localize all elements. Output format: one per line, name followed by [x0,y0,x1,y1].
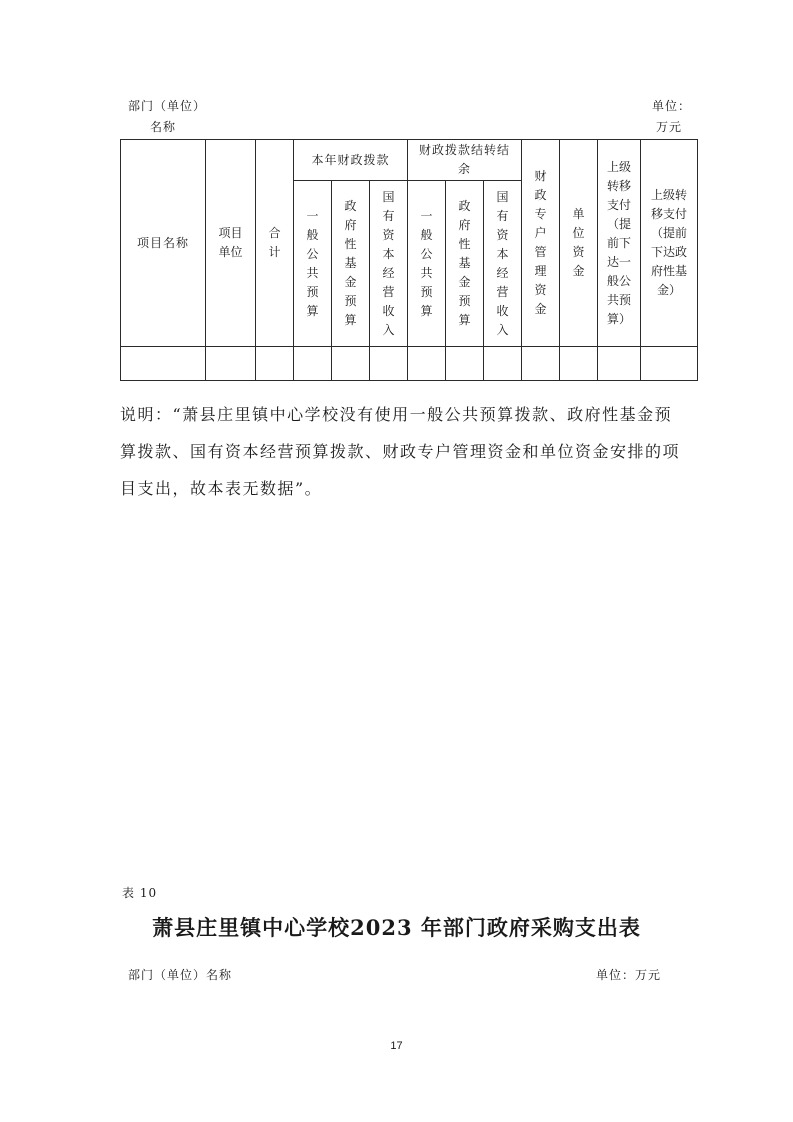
header-total: 合计 [256,140,294,347]
header-carryover: 财政拨款结转结余 [408,140,522,181]
dept-label: 部门（单位）名称 [128,968,233,982]
dept-label-line1: 部门（单位） [128,99,207,113]
explanation-note: 说明：“萧县庄里镇中心学校没有使用一般公共预算拨款、政府性基金预算拨款、国有资本经营预算拨款、财政专户管理资金和单位资金安排的项目支出，故本表无数据”。 [120,405,681,498]
header-transfer-fund: 上级转移支付（提前下达政府性基金） [641,140,698,347]
header-general-budget: 一般公共预算 [294,181,332,347]
header-project-name: 项目名称 [121,140,206,347]
header-current-year-allocation: 本年财政拨款 [294,140,408,181]
header-state-capital: 国有资本经营收入 [370,181,408,347]
header-transfer-general: 上级转移支付（提前下达一般公共预算） [598,140,641,347]
header-carryover-general-budget: 一般公共预算 [408,181,446,347]
header-unit-funds: 单位资金 [560,140,598,347]
header-fiscal-special-account: 财政专户管理资金 [522,140,560,347]
unit-label-line2: 万元 [656,120,683,134]
header-carryover-state-capital: 国有资本经营收入 [484,181,522,347]
header-project-unit: 项目单位 [206,140,256,347]
dept-label-line2: 名称 [150,120,177,134]
page-number: 17 [390,1040,403,1052]
project-expenditure-table [120,139,698,381]
header-carryover-gov-fund-budget: 政府性基金预算 [446,181,484,347]
table-row-empty [121,347,698,381]
page-title: 萧县庄里镇中心学校2023 年部门政府采购支出表 [152,915,641,940]
table-number: 表 10 [122,886,158,900]
header-gov-fund-budget: 政府性基金预算 [332,181,370,347]
unit-label: 单位：万元 [596,968,662,982]
unit-label-line1: 单位： [652,99,692,113]
